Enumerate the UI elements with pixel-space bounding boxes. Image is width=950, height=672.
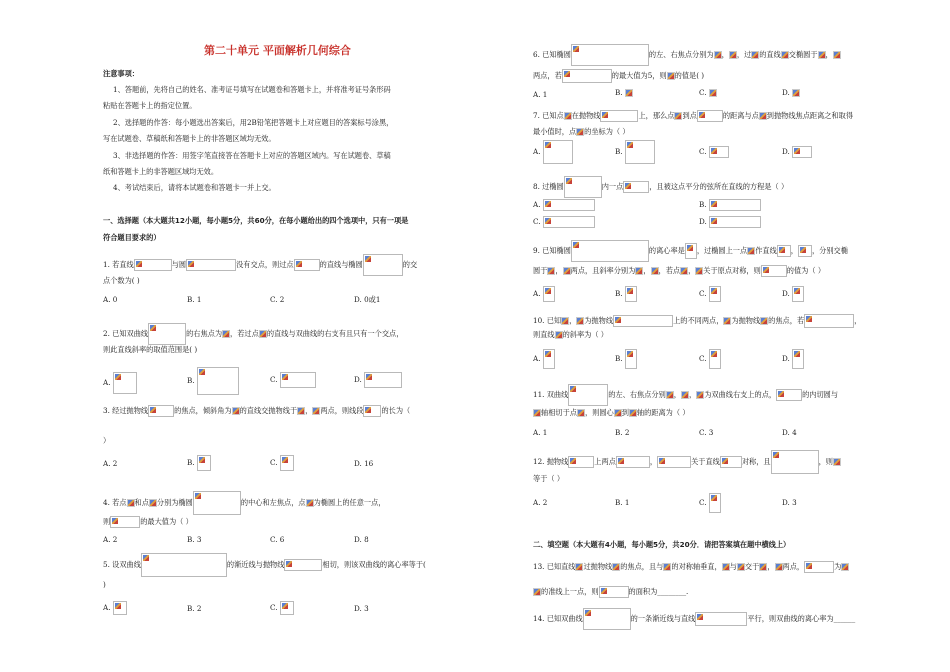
option-b[interactable]: B. [615,140,655,164]
note-line: 纸和答题卡上的非答题区域均无效。 [103,167,219,176]
formula-icon [841,563,849,571]
option-b[interactable]: B. [699,199,761,211]
question-4-cont: 则 的最大值为（ ） [103,517,193,526]
question-4: 4. 若点 和点 分别为椭圆 的中心和左焦点，点 为椭圆上的任意一点， [103,491,385,515]
option-d[interactable]: D. 4 [782,428,797,437]
formula-image [695,612,747,626]
option-d[interactable]: D. [354,372,402,388]
formula-icon [533,588,541,596]
formula-image [543,140,573,164]
formula-icon [833,458,841,466]
question-1: 1. 若直线 与圆 没有交点，则过点 的直线与椭圆 的交 [103,254,417,276]
formula-icon [818,51,826,59]
question-3-cont: ） [103,436,111,445]
formula-image [616,456,650,468]
formula-icon [760,317,768,325]
formula-image [804,561,834,573]
formula-icon [625,89,633,97]
option-c[interactable]: C. 3 [699,428,714,437]
formula-icon [564,112,572,120]
formula-image [697,110,723,122]
formula-image [571,44,649,66]
formula-image [543,349,555,369]
formula-icon [792,89,800,97]
option-c[interactable]: C. [533,216,595,228]
formula-icon [561,317,569,325]
formula-image [771,450,819,474]
formula-image [568,384,608,406]
question-14: 14. 已知双曲线 的一条渐近线与直线 平行，则双曲线的离心率为______ [533,608,855,630]
option-d[interactable]: D. 16 [354,459,374,468]
option-b[interactable]: B. [187,367,239,395]
option-c[interactable]: C. [270,455,294,471]
option-c[interactable]: C. [699,349,721,369]
option-b[interactable]: B. [615,88,633,97]
question-5: 5. 设双曲线 的渐近线与抛物线 相切，则该双曲线的离心率等于( [103,553,426,577]
formula-icon [781,51,789,59]
option-d[interactable]: D. [782,349,804,369]
question-7: 7. 已知点 在抛物线 上，那么点 到点 的距离与点 到抛物线焦点距离之和取得 [533,111,854,120]
formula-image [657,456,691,468]
formula-image [600,110,638,122]
option-c[interactable]: C. [699,146,729,158]
option-a[interactable]: A. [103,372,137,394]
question-6: 6. 已知椭圆 的左、右焦点分别为 ， ，过 的直线 交椭圆于 ， [533,44,841,66]
formula-image [280,601,294,615]
question-12-cont: 等于（ ） [533,474,565,483]
formula-icon [681,391,689,399]
option-c[interactable]: C. [270,601,294,615]
formula-image [776,389,802,401]
formula-image [113,372,137,394]
formula-image [685,243,697,259]
formula-image [543,216,595,228]
formula-icon [555,331,563,339]
option-c[interactable]: C. 6 [270,535,285,544]
formula-icon [714,51,722,59]
formula-image [777,245,791,257]
formula-icon [306,499,314,507]
formula-image [613,315,673,327]
answer-blank[interactable]: ______ [833,614,856,623]
formula-icon [696,391,704,399]
formula-image [709,146,729,158]
section1-heading-cont: 符合题目要求的） [103,233,161,242]
option-a[interactable]: A. [533,140,573,164]
formula-icon [709,89,717,97]
formula-icon [577,409,585,417]
option-d[interactable]: D. [699,216,761,228]
formula-image [583,608,631,630]
formula-icon [729,51,737,59]
formula-icon [533,409,541,417]
formula-image [792,349,804,369]
option-a[interactable]: A. [533,349,555,369]
formula-icon [775,563,783,571]
question-6-cont: 两点，若 的最大值为5，则 的值是( ) [533,69,704,83]
formula-image [623,181,649,193]
question-10: 10. 已知 ， 为抛物线 上的不同两点， 为抛物线 的焦点，若 ， [533,314,861,328]
page-title: 第二十单元 平面解析几何综合 [204,44,351,57]
option-d[interactable]: D. 3 [354,604,369,613]
option-b[interactable]: B. [187,455,211,471]
option-c[interactable]: C. 2 [270,295,285,304]
formula-image [625,349,637,369]
formula-image [197,367,239,395]
question-13: 13. 已知直线 过抛物线 的焦点，且与 的对称轴垂直， 与 交于 ， 两点， 为 [533,561,849,573]
option-b[interactable]: B. 1 [187,295,202,304]
formula-image [363,405,381,417]
option-d[interactable]: D. [782,146,812,158]
formula-image [564,176,602,198]
formula-icon [576,128,584,136]
formula-icon [737,563,745,571]
formula-icon [259,330,267,338]
option-a[interactable]: A. 2 [533,498,548,507]
formula-image [141,553,227,577]
formula-image [543,286,555,302]
question-8: 8. 过椭圆 内一点 ，且被这点平分的弦所在直线的方程是（ ） [533,176,788,198]
option-c[interactable]: C. [699,88,717,97]
formula-icon [149,499,157,507]
formula-image [193,491,241,515]
question-11-cont: 轴相切于点 ，则圆心 到 轴的距离为（ ） [533,408,690,418]
formula-image [709,216,761,228]
formula-icon [297,407,305,415]
question-7-cont: 最小值时，点 的坐标为（ ） [533,127,630,136]
formula-image [720,456,742,468]
formula-image [625,140,655,164]
formula-icon [666,391,674,399]
formula-image [280,372,316,388]
formula-icon [722,563,730,571]
formula-image [284,559,322,571]
option-c[interactable]: C. [699,286,721,302]
note-line: 3、非选择题的作答：用签字笔直接答在答题卡上对应的答题区域内。写在试题卷、草稿 [113,151,391,160]
formula-image [709,349,721,369]
option-b[interactable]: B. [615,349,637,369]
formula-image [280,455,294,471]
formula-image [113,601,127,615]
option-d[interactable]: D. 8 [354,535,369,544]
option-c[interactable]: C. [699,493,721,513]
formula-image [562,69,612,83]
formula-image [792,146,812,158]
note-line: 1、答题前，先将自己的姓名、准考证号填写在试题卷和答题卡上，并将准考证号条形码 [113,85,391,94]
formula-icon [833,51,841,59]
option-a[interactable]: A. [533,199,595,211]
answer-blank[interactable]: ________. [657,587,689,596]
formula-image [792,286,804,302]
formula-icon [614,409,622,417]
notes-heading: 注意事项： [103,69,139,78]
formula-image [148,405,174,417]
note-line: 2、选择题的作答：每小题选出答案后，用2B铅笔把答题卡上对应题目的答案标号涂黑， [113,118,394,127]
note-line: 4、考试结束后，请将本试题卷和答题卡一并上交。 [113,183,276,192]
formula-image [761,265,787,277]
question-11: 11. 双曲线 的左、右焦点分别 ， ， 为双曲线右支上的点， 的内切圆与 [533,384,838,406]
option-b[interactable]: B. 2 [615,428,630,437]
formula-image [599,586,629,598]
option-b[interactable]: B. 2 [187,604,202,613]
option-a[interactable]: A. 1 [533,90,548,99]
formula-image [543,199,595,211]
formula-icon [127,499,135,507]
section1-heading: 一、选择题（本大题共12小题，每小题5分，共60分，在每小题给出的四个选项中，只有一项是 [103,216,409,225]
question-12: 12. 抛物线 上两点 ， 关于直线 对称，且 ，则 [533,450,841,474]
option-a[interactable]: A. [533,286,555,302]
formula-icon [680,267,688,275]
question-2-cont: 则此直线斜率的取值范围是( ) [103,345,198,354]
formula-image [804,314,854,328]
question-9-cont: 圆于 ， 两点，且斜率分别为 ， ，若点 ， 关于原点对称，则 的值为（ ） [533,266,826,275]
formula-icon [629,409,637,417]
option-a[interactable]: A. 0 [103,295,118,304]
formula-icon [232,407,240,415]
question-3: 3. 经过抛物线 的焦点，倾斜角为 的直线交抛物线于 ， 两点，则线段 的长为（ [103,406,411,415]
formula-icon [563,267,571,275]
note-line: 写在试题卷、草稿纸和答题卡上的非答题区域均无效。 [103,134,276,143]
formula-image [571,240,649,262]
formula-image [364,372,402,388]
formula-image [625,286,637,302]
formula-icon [759,112,767,120]
question-1-cont: 点个数为( ) [103,276,140,285]
formula-image [568,456,594,468]
formula-image [186,259,236,271]
option-b[interactable]: B. 1 [615,498,630,507]
option-c[interactable]: C. [270,372,316,388]
formula-image [134,259,172,271]
formula-image [197,455,211,471]
formula-icon [751,51,759,59]
formula-image [294,259,320,271]
option-d[interactable]: D. 3 [782,498,797,507]
formula-icon [747,247,755,255]
formula-image [709,199,761,211]
formula-image [148,323,186,345]
option-b[interactable]: B. [615,286,637,302]
formula-icon [222,330,230,338]
question-9: 9. 已知椭圆 的离心率是 ，过椭圆上一点 作直线 ， ，分别交椭 [533,240,848,262]
formula-image [709,286,721,302]
formula-image [110,516,140,528]
question-2: 2. 已知双曲线 的右焦点为 ，若过点 的直线与双曲线的右支有且只有一个交点， [103,323,403,345]
note-line: 粘贴在答题卡上的指定位置。 [103,101,197,110]
option-a[interactable]: A. 2 [103,535,118,544]
option-b[interactable]: B. 3 [187,535,202,544]
formula-icon [667,72,675,80]
option-d[interactable]: D. [782,88,800,97]
formula-icon [651,267,659,275]
formula-image [798,245,812,257]
question-13-cont: 的准线上一点，则 的面积为________. [533,586,688,598]
option-a[interactable]: A. 1 [533,428,548,437]
question-5-cont: ) [103,580,106,589]
section2-heading: 二、填空题（本大题有4小题，每小题5分，共20分．请把答案填在题中横线上） [533,540,791,549]
option-a[interactable]: A. 2 [103,459,118,468]
formula-image [363,254,403,276]
question-10-cont: 则直线 的斜率为（ ） [533,330,608,339]
option-a[interactable]: A. [103,601,127,615]
option-d[interactable]: D. [782,286,804,302]
option-d[interactable]: D. 0或1 [354,295,381,304]
formula-image [709,493,721,513]
